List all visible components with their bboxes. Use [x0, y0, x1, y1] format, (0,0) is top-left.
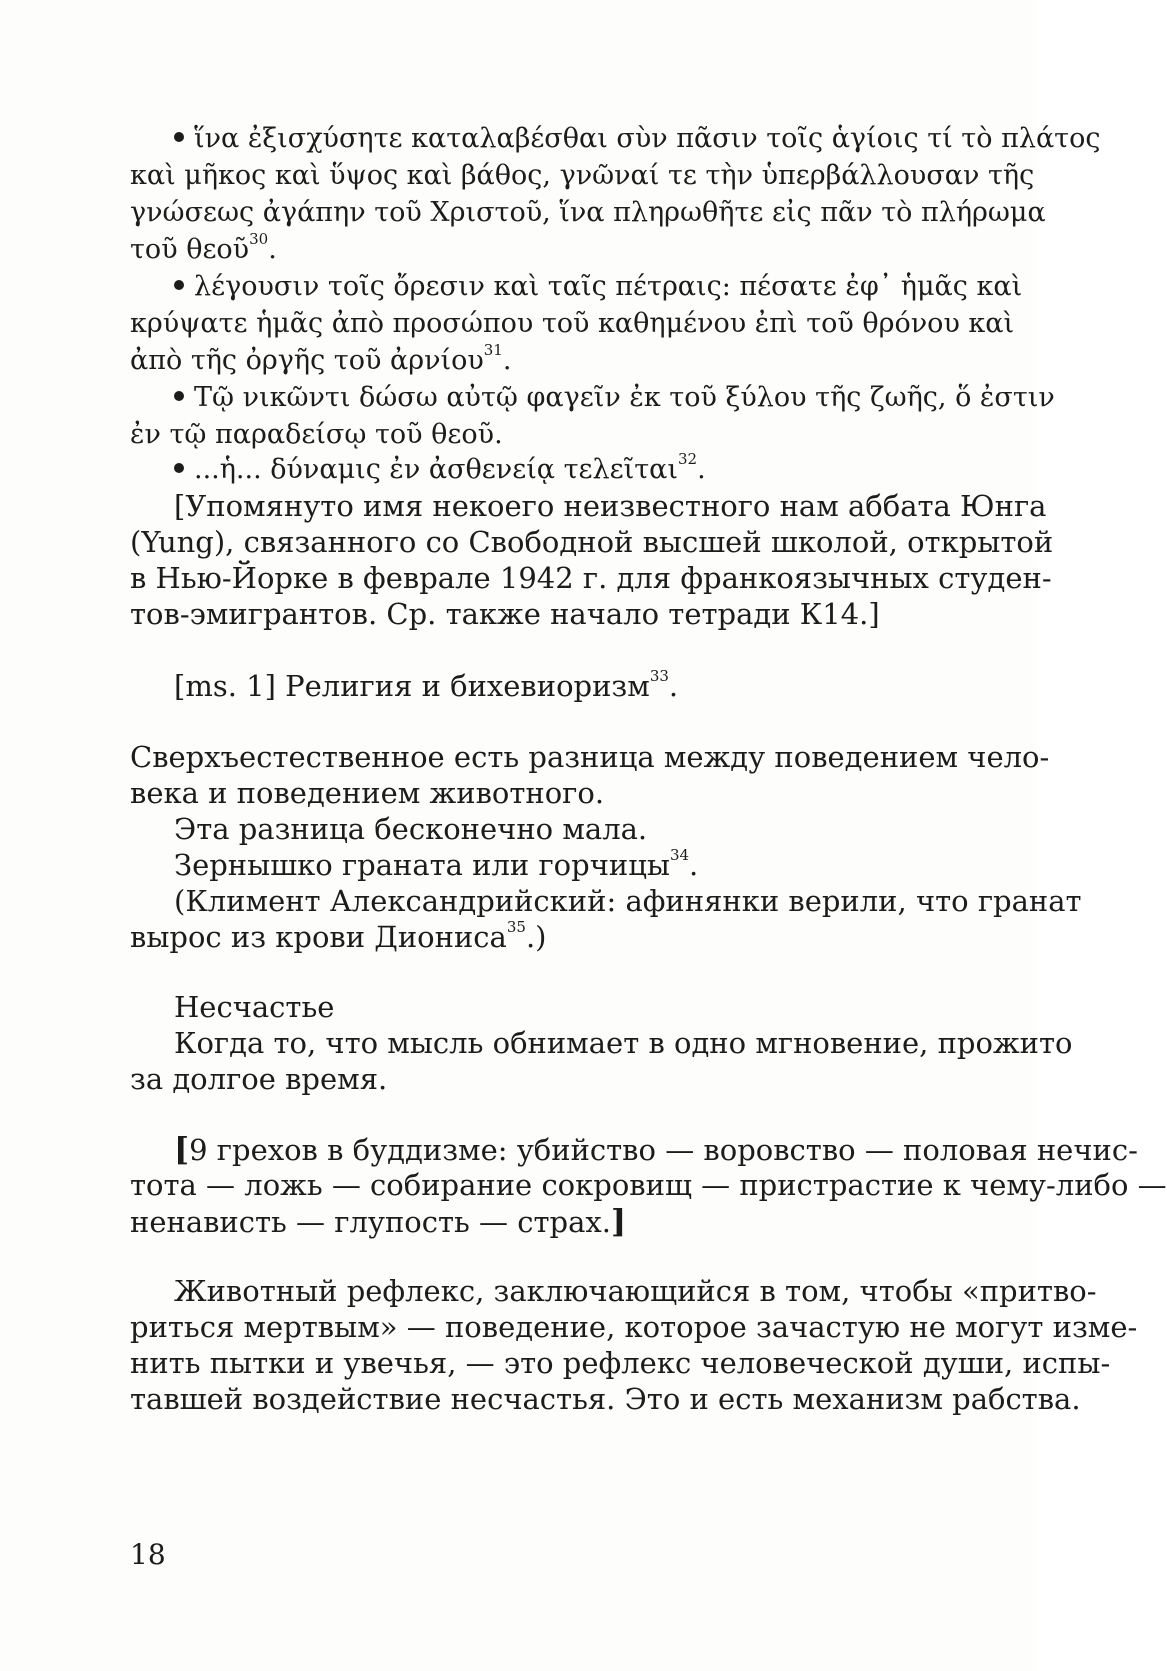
greek-text: λέγουσιν τοῖς ὄρεσιν καὶ ταῖς πέτραις: πέσατε ἐφ᾽ ἡμᾶς καὶ [194, 271, 1023, 302]
paragraph-line: века и поведением животного. [130, 776, 605, 810]
paragraph-line: Когда то, что мысль обнимает в одно мгновение, прожито [174, 1026, 1073, 1060]
footnote-ref: 30 [249, 230, 269, 248]
paragraph-line: риться мертвым» — поведение, которое зачастую не могут изме- [130, 1310, 1138, 1344]
greek-quote-line: τοῦ θεοῦ$^{30}$. [130, 230, 277, 265]
page-number: 18 [130, 1538, 166, 1571]
editorial-note-line: (Yung), связанного со Свободной высшей школой, открытой [130, 525, 1054, 559]
greek-quote-line [174, 121, 1101, 157]
paragraph-line: тота — ложь — собирание сокровищ — пристрастие к чему-либо — [130, 1168, 1167, 1202]
paragraph-line: Сверхъестественное есть разница между поведением чело- [130, 740, 1050, 774]
paragraph-line [174, 1130, 1138, 1168]
paragraph-text: 9 грехов в буддизме: убийство — воровство — половая нечис- [189, 1133, 1138, 1167]
open-bracket: [ [174, 1130, 190, 1168]
greek-quote-line [174, 380, 1055, 416]
paragraph-line: (Климент Александрийский: афинянки верили, что гранат [174, 884, 1082, 918]
paragraph-line: за долгое время. [130, 1062, 388, 1096]
section-heading: [ms. 1] Религия и бихевиоризм$^{33}$. [174, 667, 679, 703]
section-heading-text: [ms. 1] Религия и бихевиоризм [174, 669, 650, 703]
greek-text: Τῷ νικῶντι δώσω αὐτῷ φαγεῖν ἐκ τοῦ ξύλου τῆς ζωῆς, ὅ ἐστιν [194, 382, 1055, 413]
greek-quote-line [174, 269, 1023, 305]
paragraph-text: ненависть — глупость — страх. [130, 1205, 611, 1239]
paragraph-text: вырос из крови Диониса [130, 920, 507, 954]
greek-quote-line: ἐν τῷ παραδείσῳ τοῦ θεοῦ. [130, 419, 503, 450]
bullet-icon [174, 132, 184, 142]
footnote-ref: 34 [669, 846, 690, 865]
greek-quote-line: κρύψατε ἡμᾶς ἀπὸ προσώπου τοῦ καθημένου ἐπὶ τοῦ θρόνου καὶ [130, 308, 1015, 339]
greek-quote-line: ...ἡ... δύναμις ἐν ἀσθενείᾳ τελεῖται$^{32}$. [174, 452, 950, 488]
paragraph-line: Животный рефлекс, заключающийся в том, чтобы «притво- [174, 1274, 1097, 1308]
paragraph-line: нить пытки и увечья, — это рефлекс человеческой души, испы- [130, 1346, 1111, 1380]
page-text [130, 0, 1167, 1671]
editorial-note-line: в Нью-Йорке в феврале 1942 г. для франкоязычных студен- [130, 561, 1052, 595]
editorial-note-line: тов-эмигрантов. Ср. также начало тетради К14.] [130, 597, 880, 631]
paragraph-line: Эта разница бесконечно мала. [174, 812, 648, 846]
greek-text: τοῦ θεοῦ [130, 234, 250, 265]
greek-text: ...ἡ... δύναμις ἐν ἀσθενείᾳ τελεῖται [194, 454, 678, 485]
paragraph-line: вырос из крови Диониса$^{35}$.) [130, 918, 547, 954]
footnote-ref: 35 [506, 918, 526, 937]
bullet-icon [174, 391, 184, 401]
greek-quote-line: ἀπὸ τῆς ὀργῆς τοῦ ἀρνίου$^{31}$. [130, 341, 512, 376]
greek-quote-line: καὶ μῆκος καὶ ὕψος καὶ βάθος, γνῶναί τε τὴν ὑπερβάλλουσαν τῆς [130, 160, 1035, 191]
greek-text: ἀπὸ τῆς ὀργῆς τοῦ ἀρνίου [130, 345, 484, 376]
paragraph-text: Зернышко граната или горчицы [174, 848, 670, 882]
bullet-icon [174, 463, 184, 473]
greek-text: ἵνα ἐξισχύσητε καταλαβέσθαι σὺν πᾶσιν τοῖς ἁγίοις τί τὸ πλάτος [194, 123, 1101, 154]
paragraph-line: Несчастье [174, 990, 335, 1024]
paragraph-line: тавшей воздействие несчастья. Это и есть механизм рабства. [130, 1382, 1081, 1416]
close-bracket: ] [610, 1202, 627, 1240]
footnote-ref: 31 [483, 341, 503, 359]
editorial-note-line: [Упомянуто имя некоего неизвестного нам аббата Юнга [174, 489, 1047, 523]
paragraph-line: Зернышко граната или горчицы$^{34}$. [174, 846, 699, 882]
footnote-ref: 33 [649, 667, 669, 686]
greek-quote-line: γνώσεως ἀγάπην τοῦ Χριστοῦ, ἵνα πληρωθῆτε εἰς πᾶν τὸ πλήρωμα [130, 197, 1046, 228]
paragraph-line [130, 1203, 950, 1239]
footnote-ref: 32 [677, 450, 698, 468]
bullet-icon [174, 280, 184, 290]
